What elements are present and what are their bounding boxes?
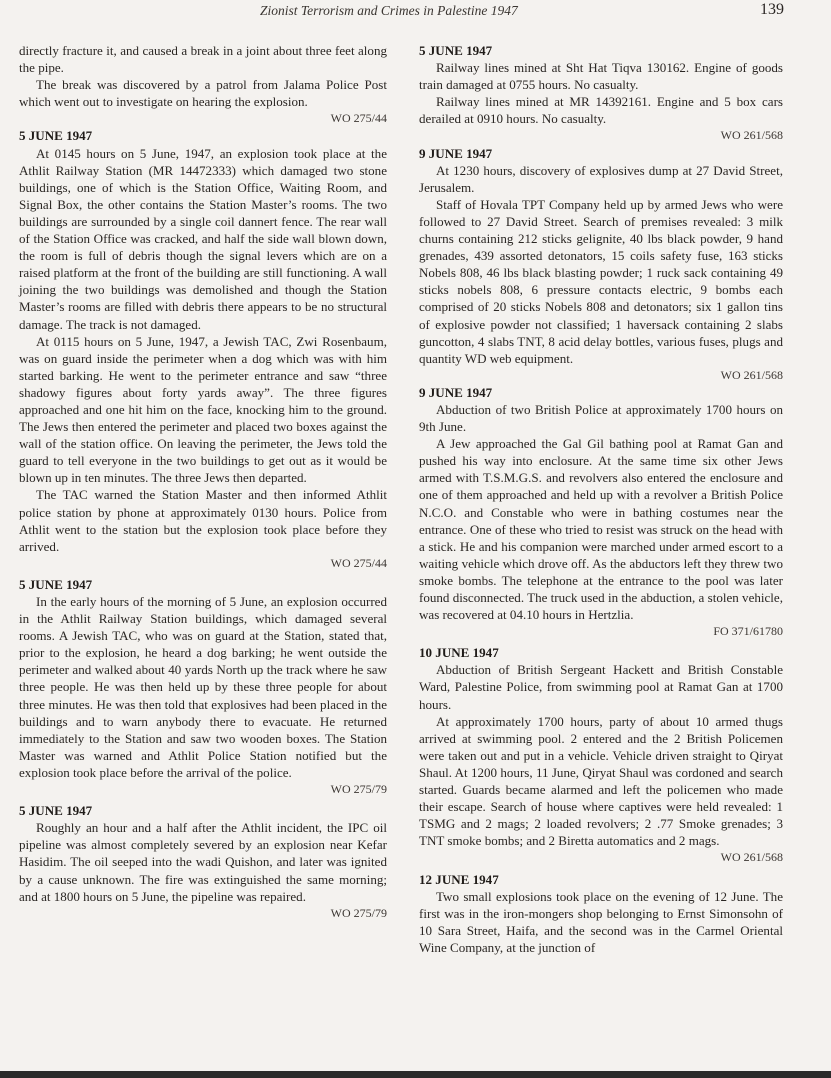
entry-date-heading: 5 JUNE 1947	[19, 803, 93, 819]
page-number: 139	[760, 1, 784, 18]
paragraph: At approximately 1700 hours, party of about 10 armed thugs arrived at swimming pool. 2 entered and the 2 British Policemen were taken out and put in a vehicle. Vehicle driven straight to Qiryat Shaul. At 1200 hours, 11 June, Qiryat Shaul was cordoned and search started. Guards became alarmed and left the policemen who made their escape. Search of house where captives were held revealed: 1 TSMG and 2 mags; 2 loaded revolvers; 2 .77 Smoke grenades; 3 TNT smoke bombs; and 2 Biretta automatics and 2 mags.	[419, 713, 783, 849]
entry-date-heading: 12 JUNE 1947	[419, 871, 499, 887]
paragraph: directly fracture it, and caused a break in a joint about three feet along the pipe.	[19, 43, 387, 76]
left-column	[19, 42, 387, 922]
source-reference: WO 261/568	[720, 367, 783, 382]
entry-date-heading: 5 JUNE 1947	[419, 43, 493, 58]
entry-date-heading: 10 JUNE 1947	[419, 645, 499, 661]
source-reference: WO 275/44	[330, 555, 387, 570]
paragraph: The break was discovered by a patrol from Jalama Police Post which went out to investigate on hearing the explosion.	[19, 77, 387, 110]
entry-date-heading: 5 JUNE 1947	[19, 128, 93, 144]
scan-bottom-edge	[0, 1071, 831, 1078]
paragraph: Two small explosions took place on the evening of 12 June. The first was in the iron-mongers shop belonging to Ernst Simonsohn of 10 Sara Street, Haifa, and the second was in the Carmel Oriental Wine Company, at the junction of	[419, 888, 783, 955]
source-reference: WO 261/568	[720, 128, 783, 143]
source-reference: WO 275/79	[330, 905, 387, 920]
running-head	[0, 0, 831, 22]
source-reference: FO 371/61780	[713, 624, 783, 639]
paragraph: At 0145 hours on 5 June, 1947, an explosion took place at the Athlit Railway Station (MR 14472333) which damaged two stone buildings, one of which is the Station Office, Waiting Room, and Signal Box, the other contains the Station Master’s rooms. The two buildings are surrounded by a single coil dannert fence. The rear wall of the Station Office was cracked, and half the side wall blown down, the room is full of debris though the signal levers which are on a raised platform at the front of the building are still functioning. A wall joining the two buildings was demolished and though the Station Master’s rooms are filled with debris there appears to be no structural damage. The track is not damaged.	[19, 145, 387, 332]
paragraph: Railway lines mined at Sht Hat Tiqva 130162. Engine of goods train damaged at 0755 hours. No casualty.	[419, 60, 783, 93]
entry-date-heading: 9 JUNE 1947	[419, 145, 493, 161]
paragraph: At 0115 hours on 5 June, 1947, a Jewish TAC, Zwi Rosenbaum, was on guard inside the perimeter when a dog which was with him started barking. He went to the perimeter entrance and saw “three shadowy figures about forty yards away”. The three figures approached and one hit him on the face, knocking him to the ground. The Jews then entered the perimeter and placed two boxes against the wall of the station office. On leaving the perimeter, the Jews told the guard to tell everyone in the two buildings to get out as it would be blown up in ten minutes. The three Jews then departed.	[19, 333, 387, 486]
paragraph: In the early hours of the morning of 5 June, an explosion occurred in the Athlit Railway Station buildings, which damaged several rooms. A Jewish TAC, who was on guard at the Station, stated that, prior to the explosion, he heard a dog barking; he went outside the perimeter and walked about 40 yards North up the track where he saw three people. He was then held up by these three people for about three minutes. He was then told that explosives had been placed in the buildings and to warn anybody there to evacuate. He returned immediately to the Station and saw two wooden boxes. The Station Master was warned and Athlit Police Station notified but the explosion took place before the arrival of the police.	[19, 594, 387, 780]
source-reference: WO 261/568	[720, 850, 783, 865]
source-reference: WO 275/79	[330, 782, 387, 797]
entry-date-heading: 9 JUNE 1947	[419, 384, 493, 400]
right-column	[419, 42, 783, 956]
paragraph: Staff of Hovala TPT Company held up by armed Jews who were followed to 27 David Street. Search of premises revealed: 3 milk churns containing 212 sticks gelignite, 40 lbs black powder, 9 hand grenades, 439 assorted detonators, 15 coils safety fuse, 163 sticks Nobels 808, 46 lbs black blasting powder; 1 ruck sack containing 49 sticks nobels 808, 6 pressure contacts electric, 9 bombs each comprised of 20 sticks Nobels 808 and detonators; six 1 gallon tins of explosive powder not classified; 1 haversack containing 2 slabs guncotton, 4 slabs TNT, 8 acid delay bottles, various fuses, plugs and quantity WD web equipment.	[419, 196, 783, 366]
paragraph: The TAC warned the Station Master and then informed Athlit police station by phone at approximately 0130 hours. Police from Athlit went to the station but the explosion took place before they arrived.	[19, 487, 387, 554]
paragraph: Railway lines mined at MR 14392161. Engine and 5 box cars derailed at 0910 hours. No casualty.	[419, 94, 783, 127]
paragraph: At 1230 hours, discovery of explosives dump at 27 David Street, Jerusalem.	[419, 162, 783, 195]
paragraph: A Jew approached the Gal Gil bathing pool at Ramat Gan and pushed his way into enclosure. At the same time six other Jews armed with T.S.M.G.S. and revolvers also entered the enclosure and one of them approached and held up with a revolver a British Police N.C.O. and Constable who were in bathing costumes near the entrance. One of these who tried to resist was struck on the head with a stick. He and his companion were marched under armed escort to a waiting vehicle which drove off. As the abductors left they threw two smoke bombs. The telephone at the entrance to the pool was later found disconnected. The truck used in the abduction, a stolen vehicle, was recovered at 04.10 hours in Hertzlia.	[419, 436, 783, 623]
entry-date-heading: 5 JUNE 1947	[19, 576, 93, 592]
paragraph: Abduction of two British Police at approximately 1700 hours on 9th June.	[419, 401, 783, 435]
source-reference: WO 275/44	[330, 111, 387, 126]
paragraph: Abduction of British Sergeant Hackett and British Constable Ward, Palestine Police, from swimming pool at Ramat Gan at 1700 hours.	[419, 662, 783, 712]
running-title: Zionist Terrorism and Crimes in Palestine 1947	[260, 3, 518, 18]
paragraph: Roughly an hour and a half after the Athlit incident, the IPC oil pipeline was almost completely severed by an explosion near Kefar Hasidim. The oil seeped into the wadi Quishon, and later was ignited by a cause unknown. The fire was extinguished the same morning; and at 1800 hours on 5 June, the pipeline was repaired.	[19, 820, 387, 904]
